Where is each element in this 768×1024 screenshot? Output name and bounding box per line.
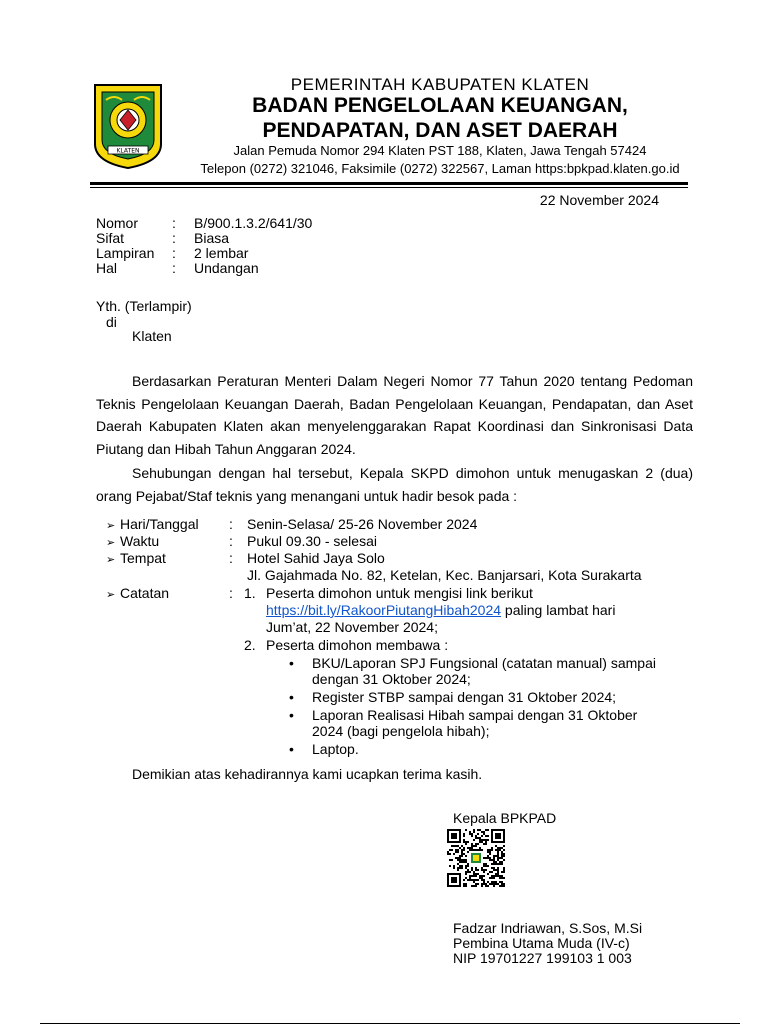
kop-rule-thin	[90, 187, 688, 188]
arrow-bullet-icon: ➢	[106, 554, 116, 566]
kop-alamat: Jalan Pemuda Nomor 294 Klaten PST 188, Klaten, Jawa Tengah 57424	[233, 143, 647, 158]
meta-key: Nomor	[96, 215, 139, 231]
detail-colon: :	[229, 533, 233, 549]
detail-waktu-label: ➢ Waktu	[106, 533, 160, 549]
note-1-link-line: https://bit.ly/RakoorPiutangHibah2024 paling lambat hari	[266, 602, 616, 618]
meta-colon: :	[172, 260, 176, 276]
meta-colon: :	[172, 215, 176, 231]
recipient-place: Klaten	[132, 328, 172, 344]
bring-item-bullet: •	[289, 741, 294, 757]
note-1-deadline: Jum’at, 22 November 2024;	[266, 619, 438, 635]
signer-rank: Pembina Utama Muda (IV-c)	[453, 935, 630, 951]
recipient-to: Yth. (Terlampir)	[96, 298, 192, 314]
bring-item: Laporan Realisasi Hibah sampai dengan 31 Oktober	[312, 707, 638, 723]
note-2-text: Peserta dimohon membawa :	[266, 637, 449, 653]
meta-key: Hal	[96, 260, 118, 276]
detail-waktu-value: Pukul 09.30 - selesai	[247, 533, 377, 549]
arrow-bullet-icon: ➢	[106, 520, 116, 532]
arrow-bullet-icon: ➢	[106, 589, 116, 601]
kop-rule-thick	[90, 182, 688, 185]
kop-instansi-line2: PENDAPATAN, DAN ASET DAERAH	[262, 119, 618, 142]
detail-colon: :	[229, 585, 233, 601]
bring-item-cont: 2024 (bagi pengelola hibah);	[312, 723, 490, 739]
letter-date: 22 November 2024	[539, 192, 659, 208]
bring-item-bullet: •	[289, 707, 294, 723]
bring-item: Register STBP sampai dengan 31 Oktober 2024;	[312, 689, 617, 705]
detail-colon: :	[229, 550, 233, 566]
meta-colon: :	[172, 245, 176, 261]
qr-code-signature	[447, 829, 505, 887]
meta-value: 2 lembar	[194, 245, 249, 261]
body-paragraph-1: Berdasarkan Peraturan Menteri Dalam Negeri Nomor 77 Tahun 2020 tentang Pedoman Teknis Pengelolaan Keuangan Daerah, Badan Pengelolaan Keuangan, Pendapatan, dan Aset Daerah Kabupaten Klaten akan menyelenggarakan Rapat Koordinasi dan Sinkronisasi Data Piutang dan Hibah Tahun Anggaran 2024.	[96, 373, 693, 457]
note-number: 1.	[244, 585, 256, 601]
bring-item-bullet: •	[289, 689, 294, 705]
meta-key: Sifat	[96, 230, 125, 246]
meta-value: Biasa	[194, 230, 230, 246]
detail-tempat-value: Hotel Sahid Jaya Solo	[247, 550, 385, 566]
bring-item: BKU/Laporan SPJ Fungsional (catatan manual) sampai	[312, 655, 656, 671]
meta-value: B/900.1.3.2/641/30	[194, 215, 313, 231]
kabupaten-klaten-logo	[92, 82, 164, 170]
meta-colon: :	[172, 230, 176, 246]
body-paragraph-2: Sehubungan dengan hal tersebut, Kepala SKPD dimohon untuk menugaskan 2 (dua) orang Pejabat/Staf teknis yang menangani untuk hadir besok pada :	[96, 465, 693, 504]
detail-catatan-label: ➢ Catatan	[106, 585, 170, 601]
signer-name: Fadzar Indriawan, S.Sos, M.Si	[453, 920, 643, 936]
kop-instansi-line1: BADAN PENGELOLAAN KEUANGAN,	[252, 94, 628, 117]
arrow-bullet-icon: ➢	[106, 537, 116, 549]
detail-hari-label: ➢ Hari/Tanggal	[106, 516, 199, 532]
kop-kontak: Telepon (0272) 321046, Faksimile (0272) 322567, Laman https:bpkpad.klaten.go.id	[200, 161, 680, 176]
bring-item: Laptop.	[312, 741, 359, 757]
signer-nip: NIP 19701227 199103 1 003	[453, 950, 632, 966]
detail-hari-value: Senin-Selasa/ 25-26 November 2024	[247, 516, 478, 532]
note-number: 2.	[244, 637, 256, 653]
closing-sentence: Demikian atas kehadirannya kami ucapkan terima kasih.	[132, 766, 483, 782]
bring-item-cont: dengan 31 Oktober 2024;	[312, 671, 471, 687]
detail-tempat-address: Jl. Gajahmada No. 82, Ketelan, Kec. Banjarsari, Kota Surakarta	[247, 567, 642, 583]
recipient-di: di	[106, 314, 117, 330]
bring-item-bullet: •	[289, 655, 294, 671]
detail-colon: :	[229, 516, 233, 532]
meta-key: Lampiran	[96, 245, 155, 261]
kop-pemerintah: PEMERINTAH KABUPATEN KLATEN	[290, 75, 590, 94]
logo-banner-text: KLATEN	[116, 147, 140, 155]
meta-value: Undangan	[194, 260, 259, 276]
detail-tempat-label: ➢ Tempat	[106, 550, 166, 566]
registration-link[interactable]: https://bit.ly/RakoorPiutangHibah2024	[266, 602, 502, 618]
note-1-text: Peserta dimohon untuk mengisi link berikut	[266, 585, 533, 601]
signer-title: Kepala BPKPAD	[453, 810, 557, 826]
